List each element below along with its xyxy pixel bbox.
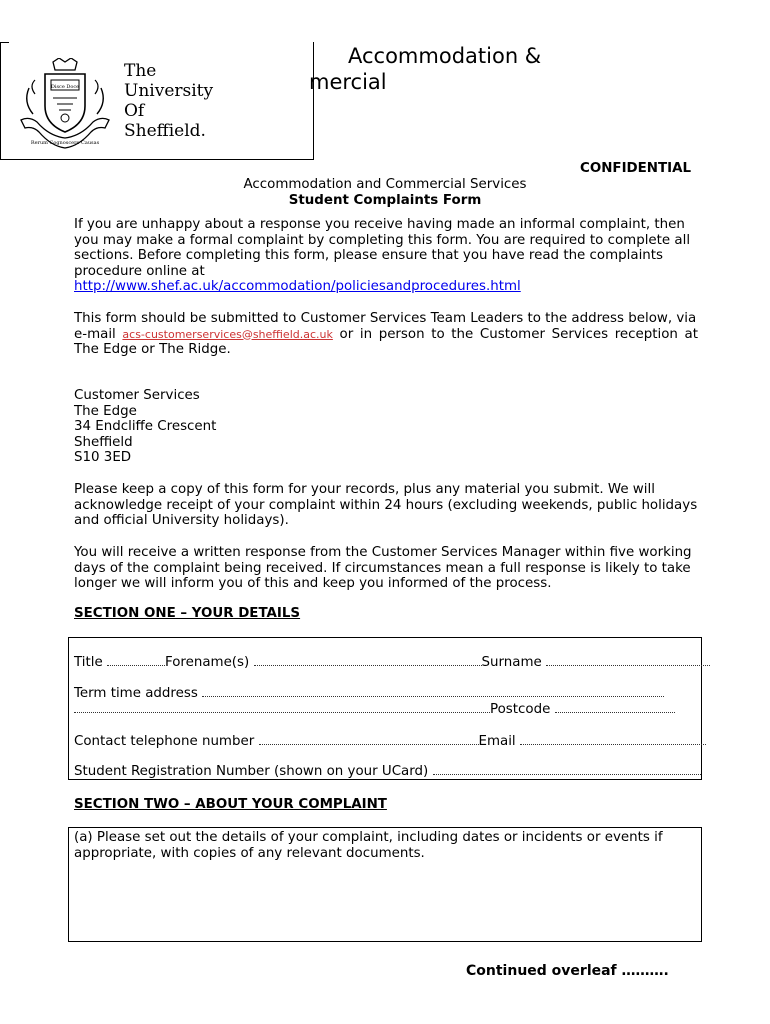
term-address-label: Term time address [74, 686, 198, 701]
header-title [309, 43, 542, 95]
postcode-label: Postcode [490, 702, 551, 717]
procedures-link[interactable]: http://www.shef.ac.uk/accommodation/policiesandprocedures.html [74, 279, 521, 294]
email-prefix: e-mail [74, 326, 116, 342]
name-row [74, 654, 710, 670]
submission-text-2: or in person to the Customer Services reception at The Edge or The Ridge. [74, 326, 698, 357]
title-field[interactable] [107, 654, 165, 666]
university-name-line: Of [124, 101, 145, 121]
postcode-field[interactable] [555, 701, 675, 713]
forename-field[interactable] [254, 654, 482, 666]
university-name [124, 61, 213, 141]
phone-label: Contact telephone number [74, 734, 255, 749]
university-name-line: Sheffield. [124, 121, 206, 141]
submission-paragraph [74, 311, 698, 358]
contact-row [74, 733, 706, 749]
header-title-line: Accommodation & [348, 44, 542, 68]
postcode-row [74, 701, 675, 717]
intro-text: If you are unhappy about a response you receive having made an informal complaint, then you may make a formal complaint by completing this form. You are required to complete all sections. Before completing this form, please ensure that you have read the complaints procedure online at [74, 217, 691, 279]
complaint-details-box[interactable] [68, 827, 702, 942]
logo-box [0, 43, 314, 160]
response-paragraph: You will receive a written response from the Customer Services Manager within five working days of the complaint being received. If circumstances mean a full response is likely to take longer we will inform you of this and keep you informed of the process. [74, 545, 692, 591]
keep-copy-paragraph: Please keep a copy of this form for your records, plus any material you submit. We will acknowledge receipt of your complaint within 24 hours (excluding weekends, public holidays and official University holidays). [74, 482, 698, 528]
registration-field[interactable] [433, 763, 701, 775]
header-title-line: mercial [309, 70, 387, 94]
registration-row [74, 763, 701, 779]
section-two-heading: SECTION TWO – ABOUT YOUR COMPLAINT [74, 797, 387, 812]
submission-text: This form should be submitted to Customer Services Team Leaders to the address below, via [74, 311, 697, 326]
registration-label: Student Registration Number (shown on your UCard) [74, 764, 429, 779]
address-line: Customer Services [74, 388, 200, 403]
university-name-line: The [124, 61, 157, 81]
address-line: The Edge [74, 403, 137, 419]
form-title: Student Complaints Form [288, 193, 482, 208]
title-label: Title [74, 655, 103, 670]
section-one-heading: SECTION ONE – YOUR DETAILS [74, 606, 301, 621]
term-address-field[interactable] [202, 685, 664, 697]
email-field[interactable] [520, 733, 706, 745]
intro-paragraph [74, 217, 698, 295]
address-line: 34 Endcliffe Crescent [74, 419, 217, 434]
email-label: Email [478, 734, 516, 749]
surname-label: Surname [481, 655, 542, 670]
term-address-field-2[interactable] [74, 701, 490, 713]
university-crest-icon [19, 58, 111, 152]
address-line: S10 3ED [74, 450, 132, 465]
address-line: Sheffield [74, 434, 133, 450]
svg-text:Rerum Cognoscere Causas: Rerum Cognoscere Causas [30, 140, 100, 146]
department-subtitle: Accommodation and Commercial Services [243, 177, 527, 192]
address-block [74, 388, 698, 466]
confidential-label: CONFIDENTIAL [580, 161, 692, 176]
university-name-line: University [124, 81, 214, 101]
forename-label: Forename(s) [164, 655, 250, 670]
phone-field[interactable] [259, 733, 479, 745]
surname-field[interactable] [546, 654, 710, 666]
customer-services-email-link[interactable]: acs-customerservices@sheffield.ac.uk [122, 327, 333, 341]
complaint-prompt: (a) Please set out the details of your complaint, including dates or incidents or events if appropriate, with copies of any relevant documents. [74, 830, 663, 861]
continued-overleaf: Continued overleaf ………. [466, 963, 669, 979]
svg-text:Disce Doce: Disce Doce [50, 84, 80, 90]
address-row [74, 685, 664, 701]
